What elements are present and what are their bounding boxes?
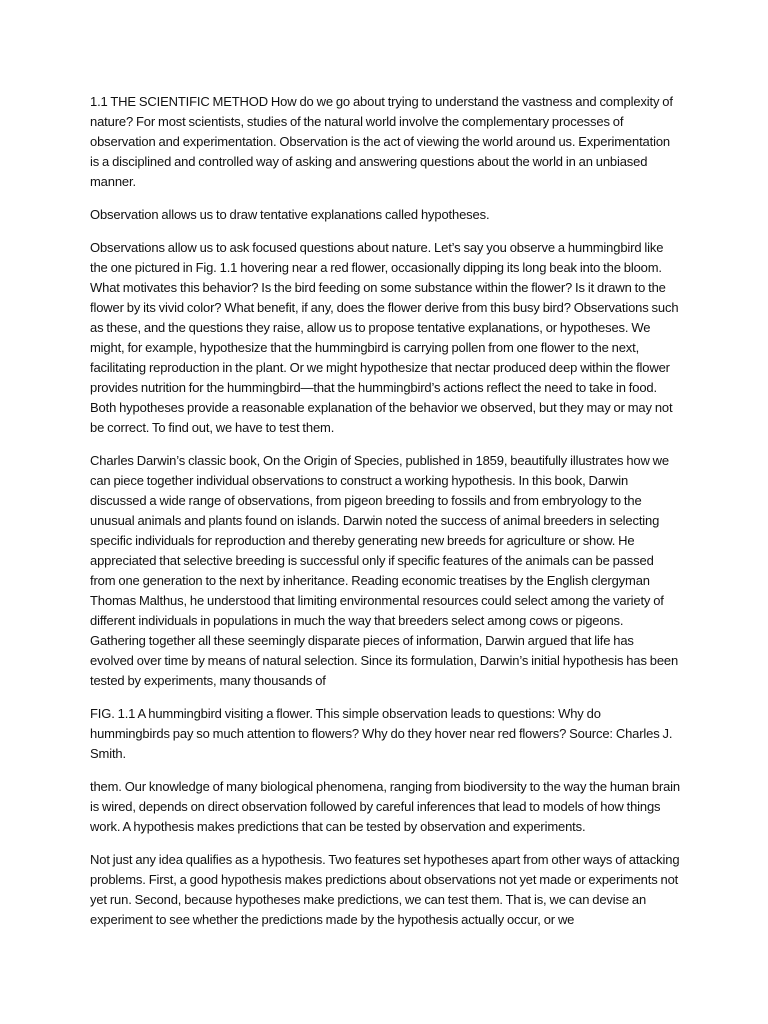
figure-caption: FIG. 1.1 A hummingbird visiting a flower. This simple observation leads to questions: Why do hummingbirds pay so much attention to flowers? Why do they hover near red flowers? Source: Charles J. Smith. bbox=[90, 706, 673, 761]
paragraph-scientific-method: 1.1 THE SCIENTIFIC METHOD How do we go about trying to understand the vastness and complexity of nature? For most scientists, studies of the natural world involve the complementary processes of observation and experimentation. Observation is the act of viewing the world around us. Experimentation is a disciplined and controlled way of asking and answering questions about the world in an unbiased manner. bbox=[90, 94, 673, 189]
paragraph-observation-hypotheses: Observation allows us to draw tentative explanations called hypotheses. bbox=[90, 207, 490, 222]
paragraph-darwin: Charles Darwin’s classic book, On the Origin of Species, published in 1859, beautifully illustrates how we can piece together individual observations to construct a working hypothesis. In this book, Darwin discussed a wide range of observations, from pigeon breeding to fossils and from embryology to the unusual animals and plants found on islands. Darwin noted the success of animal breeders in selecting specific individuals for reproduction and thereby generating new breeds for agriculture or show. He appreciated that selective breeding is successful only if specific features of the animals can be passed from one generation to the next by inheritance. Reading economic treatises by the English clergyman Thomas Malthus, he understood that limiting environmental resources could select among the variety of different individuals in populations in much the way that breeders select among cows or pigeons. Gathering together all these seemingly disparate pieces of information, Darwin argued that life has evolved over time by means of natural selection. Since its formulation, Darwin’s initial hypothesis has been tested by experiments, many thousands of bbox=[90, 453, 679, 688]
paragraph-hypothesis-features: Not just any idea qualifies as a hypothesis. Two features set hypotheses apart from other ways of attacking problems. First, a good hypothesis makes predictions about observations not yet made or experiments not yet run. Second, because hypotheses make predictions, we can test them. That is, we can devise an experiment to see whether the predictions made by the hypothesis actually occur, or we bbox=[90, 852, 680, 927]
document-body bbox=[90, 92, 680, 943]
paragraph-biological-knowledge: them. Our knowledge of many biological phenomena, ranging from biodiversity to the way the human brain is wired, depends on direct observation followed by careful inferences that lead to models of how things work. A hypothesis makes predictions that can be tested by observation and experiments. bbox=[90, 779, 680, 834]
paragraph-hummingbird: Observations allow us to ask focused questions about nature. Let’s say you observe a hummingbird like the one pictured in Fig. 1.1 hovering near a red flower, occasionally dipping its long beak into the bloom. What motivates this behavior? Is the bird feeding on some substance within the flower? Is it drawn to the flower by its vivid color? What benefit, if any, does the flower derive from this busy bird? Observations such as these, and the questions they raise, allow us to propose tentative explanations, or hypotheses. We might, for example, hypothesize that the hummingbird is carrying pollen from one flower to the next, facilitating reproduction in the plant. Or we might hypothesize that nectar produced deep within the flower provides nutrition for the hummingbird—that the hummingbird’s actions reflect the need to take in food. Both hypotheses provide a reasonable explanation of the behavior we observed, but they may or may not be correct. To find out, we have to test them. bbox=[90, 240, 679, 435]
